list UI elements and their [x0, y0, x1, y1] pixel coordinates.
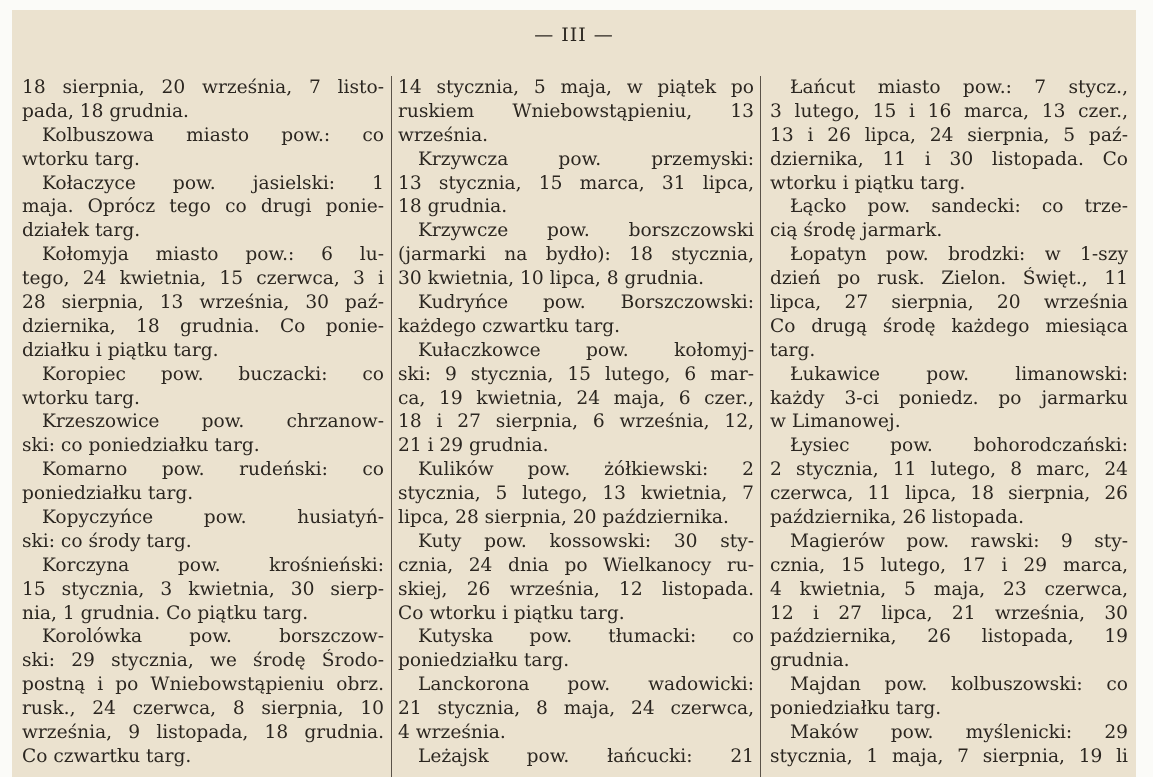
- text-line: cznia, 24 dnia po Wielkanocy ru-: [398, 554, 754, 576]
- text-line: 4 kwietnia, 5 maja, 23 czerwca,: [770, 578, 1128, 600]
- text-line: ski: co środy targ.: [22, 530, 192, 552]
- text-line: Koropiec pow. buczacki: co: [42, 363, 384, 385]
- text-line: Leżajsk pow. łańcucki: 21: [418, 745, 754, 767]
- text-line: lipca, 27 sierpnia, 20 września: [770, 292, 1128, 314]
- text-line: 30 kwietnia, 10 lipca, 8 grudnia.: [398, 268, 705, 290]
- column-divider: [391, 76, 392, 777]
- text-line: Kołaczyce pow. jasielski: 1: [42, 172, 384, 194]
- text-line: nia, 1 grudnia. Co piątku targ.: [22, 602, 309, 624]
- text-line: ca, 19 kwietnia, 24 maja, 6 czer.,: [398, 387, 754, 409]
- text-line: Krzywcze pow. borszczowski: [418, 220, 754, 242]
- text-line: dziernika, 11 i 30 listopada. Co: [770, 148, 1128, 170]
- text-line: poniedziałku targ.: [22, 483, 194, 505]
- text-line: działku i piątku targ.: [22, 339, 219, 361]
- text-line: poniedziałku targ.: [398, 650, 570, 672]
- text-line: Maków pow. myślenicki: 29: [790, 722, 1128, 744]
- text-line: Kuty pow. kossowski: 30 sty-: [418, 530, 754, 552]
- text-line: 2 stycznia, 11 lutego, 8 marc, 24: [770, 459, 1128, 481]
- text-line: Łysiec pow. bohorodczański:: [790, 435, 1128, 457]
- text-line: Łącko pow. sandecki: co trze-: [790, 196, 1128, 218]
- text-line: Kołomyja miasto pow.: 6 lu-: [42, 244, 384, 266]
- text-column-3: [770, 76, 1128, 769]
- text-line: 21 i 29 grudnia.: [398, 435, 549, 457]
- text-line: 12 i 27 lipca, 21 września, 30: [770, 602, 1128, 624]
- text-line: 18 grudnia.: [398, 196, 508, 218]
- text-column-1: [22, 76, 384, 769]
- text-line: stycznia, 5 lutego, 13 kwietnia, 7: [398, 483, 754, 505]
- text-line: (jarmarki na bydło): 18 stycznia,: [398, 244, 754, 266]
- text-line: każdego czwartku targ.: [398, 315, 621, 337]
- text-line: Łańcut miasto pow.: 7 stycz.,: [790, 77, 1128, 98]
- text-line: Kopyczyńce pow. husiatyń-: [42, 507, 384, 529]
- text-line: postną i po Wniebowstąpieniu obrz.: [22, 674, 384, 696]
- text-line: wtorku targ.: [22, 387, 140, 409]
- text-line: czerwca, 11 lipca, 18 sierpnia, 26: [770, 483, 1128, 505]
- text-line: stycznia, 1 maja, 7 sierpnia, 19 li: [770, 745, 1128, 767]
- text-line: 15 stycznia, 3 kwietnia, 30 sierp-: [22, 578, 384, 600]
- text-line: Łukawice pow. limanowski:: [790, 363, 1128, 385]
- text-line: 13 stycznia, 15 marca, 31 lipca,: [398, 172, 754, 194]
- text-line: Krzeszowice pow. chrzanow-: [42, 411, 384, 433]
- text-line: ski: 9 stycznia, 15 lutego, 6 mar-: [398, 363, 754, 385]
- text-line: Co drugą środę każdego miesiąca: [770, 315, 1128, 337]
- text-line: października, 26 listopada, 19: [770, 626, 1128, 648]
- text-line: 21 stycznia, 8 maja, 24 czerwca,: [398, 698, 754, 720]
- text-line: Majdan pow. kolbuszowski: co: [790, 674, 1128, 696]
- text-line: 13 i 26 lipca, 24 sierpnia, 5 paź-: [770, 124, 1128, 146]
- text-line: Kułaczkowce pow. kołomyj-: [418, 339, 754, 361]
- text-line: Łopatyn pow. brodzki: w 1-szy: [790, 244, 1128, 266]
- text-line: Kutyska pow. tłumacki: co: [418, 626, 754, 648]
- text-line: września.: [398, 124, 489, 146]
- text-column-2: [398, 76, 754, 769]
- text-line: targ.: [770, 339, 816, 361]
- text-line: dzień po rusk. Zielon. Święt., 11: [770, 268, 1128, 290]
- text-line: Magierów pow. rawski: 9 sty-: [790, 530, 1128, 552]
- text-line: 14 stycznia, 5 maja, w piątek po: [398, 77, 754, 98]
- text-line: 18 i 27 sierpnia, 6 września, 12,: [398, 411, 754, 433]
- text-line: Co wtorku i piątku targ.: [398, 602, 625, 624]
- scanned-page: [12, 10, 1136, 777]
- text-line: Krzywcza pow. przemyski:: [418, 148, 754, 170]
- text-line: lipca, 28 sierpnia, 20 października.: [398, 507, 729, 529]
- text-line: Kudryńce pow. Borszczowski:: [418, 292, 754, 314]
- text-line: ski: co poniedziałku targ.: [22, 435, 260, 457]
- column-divider: [760, 76, 761, 777]
- text-line: 28 sierpnia, 13 września, 30 paź-: [22, 292, 384, 314]
- text-line: pada, 18 grudnia.: [22, 100, 189, 122]
- text-line: Komarno pow. rudeński: co: [42, 459, 384, 481]
- text-line: dziernika, 18 grudnia. Co ponie-: [22, 315, 384, 337]
- text-line: maja. Oprócz tego co drugi ponie-: [22, 196, 384, 218]
- text-line: poniedziałku targ.: [770, 698, 942, 720]
- text-line: 4 września.: [398, 722, 506, 744]
- text-line: grudnia.: [770, 650, 850, 672]
- text-line: 18 sierpnia, 20 września, 7 listo-: [22, 77, 384, 98]
- text-line: wtorku targ.: [22, 148, 140, 170]
- text-line: Korczyna pow. krośnieński:: [42, 554, 384, 576]
- text-line: ski: 29 stycznia, we środę Środo-: [22, 650, 384, 672]
- text-line: działek targ.: [22, 220, 141, 242]
- text-line: Lanckorona pow. wadowicki:: [418, 674, 754, 696]
- page-number-header: — III —: [534, 24, 614, 46]
- text-line: rusk., 24 czerwca, 8 sierpnia, 10: [22, 698, 384, 720]
- text-line: października, 26 listopada.: [770, 507, 1024, 529]
- text-line: w Limanowej.: [770, 411, 901, 433]
- text-line: września, 9 listopada, 18 grudnia.: [22, 722, 384, 744]
- text-line: tego, 24 kwietnia, 15 czerwca, 3 i: [22, 268, 384, 290]
- text-line: skiej, 26 września, 12 listopada.: [398, 578, 754, 600]
- text-line: Co czwartku targ.: [22, 745, 192, 767]
- text-line: wtorku i piątku targ.: [770, 172, 966, 194]
- text-line: Kulików pow. żółkiewski: 2: [418, 459, 754, 481]
- text-line: cią środę jarmark.: [770, 220, 943, 242]
- text-line: 3 lutego, 15 i 16 marca, 13 czer.,: [770, 100, 1128, 122]
- text-line: ruskiem Wniebowstąpieniu, 13: [398, 100, 754, 122]
- text-line: Kolbuszowa miasto pow.: co: [42, 124, 384, 146]
- text-line: Korolówka pow. borszczow-: [42, 626, 384, 648]
- text-line: cznia, 15 lutego, 17 i 29 marca,: [770, 554, 1128, 576]
- text-line: każdy 3-ci poniedz. po jarmarku: [770, 387, 1128, 409]
